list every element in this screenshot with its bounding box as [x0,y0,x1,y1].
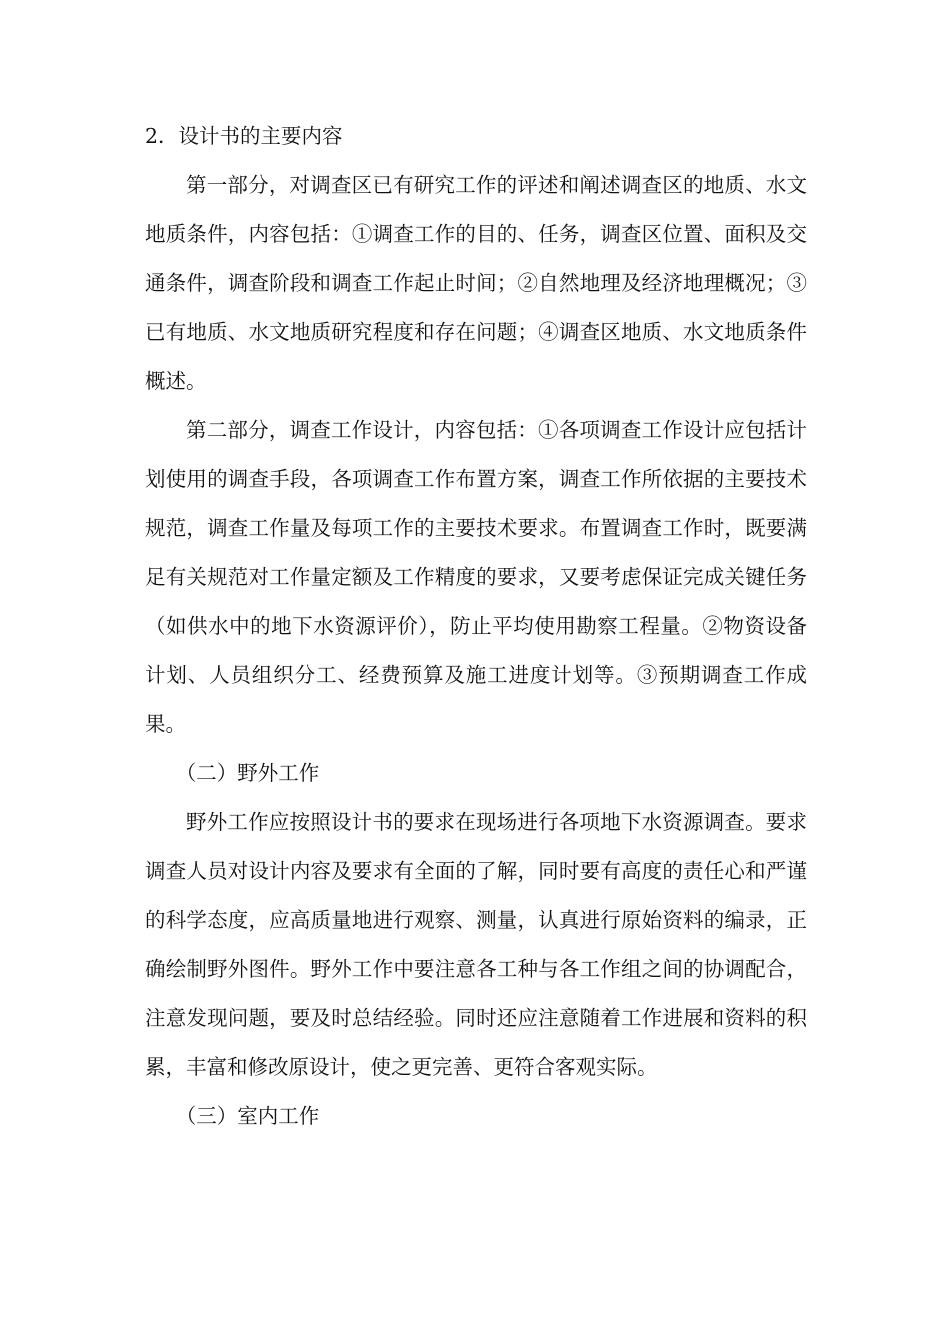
subheading-indoor-work: （三）室内工作 [175,1104,320,1128]
paragraph-part-one: 第一部分，对调查区已有研究工作的评述和阐述调查区的地质、水文地质条件，内容包括：①调查工作的目的、任务，调查区位置、面积及交通条件，调查阶段和调查工作起止时间；②自然地理及经济地理概况；③已有地质、水文地质研究程度和存在问题；④调查区地质、水文地质条件概述。 [145,173,807,393]
paragraph-part-two: 第二部分，调查工作设计，内容包括：①各项调查工作设计应包括计划使用的调查手段，各项调查工作布置方案，调查工作所依据的主要技术规范，调查工作量及每项工作的主要技术要求。布置调查工作时，既要满足有关规范对工作量定额及工作精度的要求，又要考虑保证完成关键任务（如供水中的地下水资源评价），防止平均使用勘察工程量。②物资设备计划、人员组织分工、经费预算及施工进度计划等。③预期调查工作成果。 [145,418,807,736]
paragraph-field-work: 野外工作应按照设计书的要求在现场进行各项地下水资源调查。要求调查人员对设计内容及要求有全面的了解，同时要有高度的责任心和严谨的科学态度，应高质量地进行观察、测量，认真进行原始资料的编录，正确绘制野外图件。野外工作中要注意各工种与各工作组之间的协调配合，注意发现问题，要及时总结经验。同时还应注意随着工作进展和资料的积累，丰富和修改原设计，使之更完善、更符合客观实际。 [145,810,807,1079]
subheading-field-work: （二）野外工作 [175,761,320,785]
document-body [145,112,807,1141]
section-heading: 2．设计书的主要内容 [145,124,343,148]
